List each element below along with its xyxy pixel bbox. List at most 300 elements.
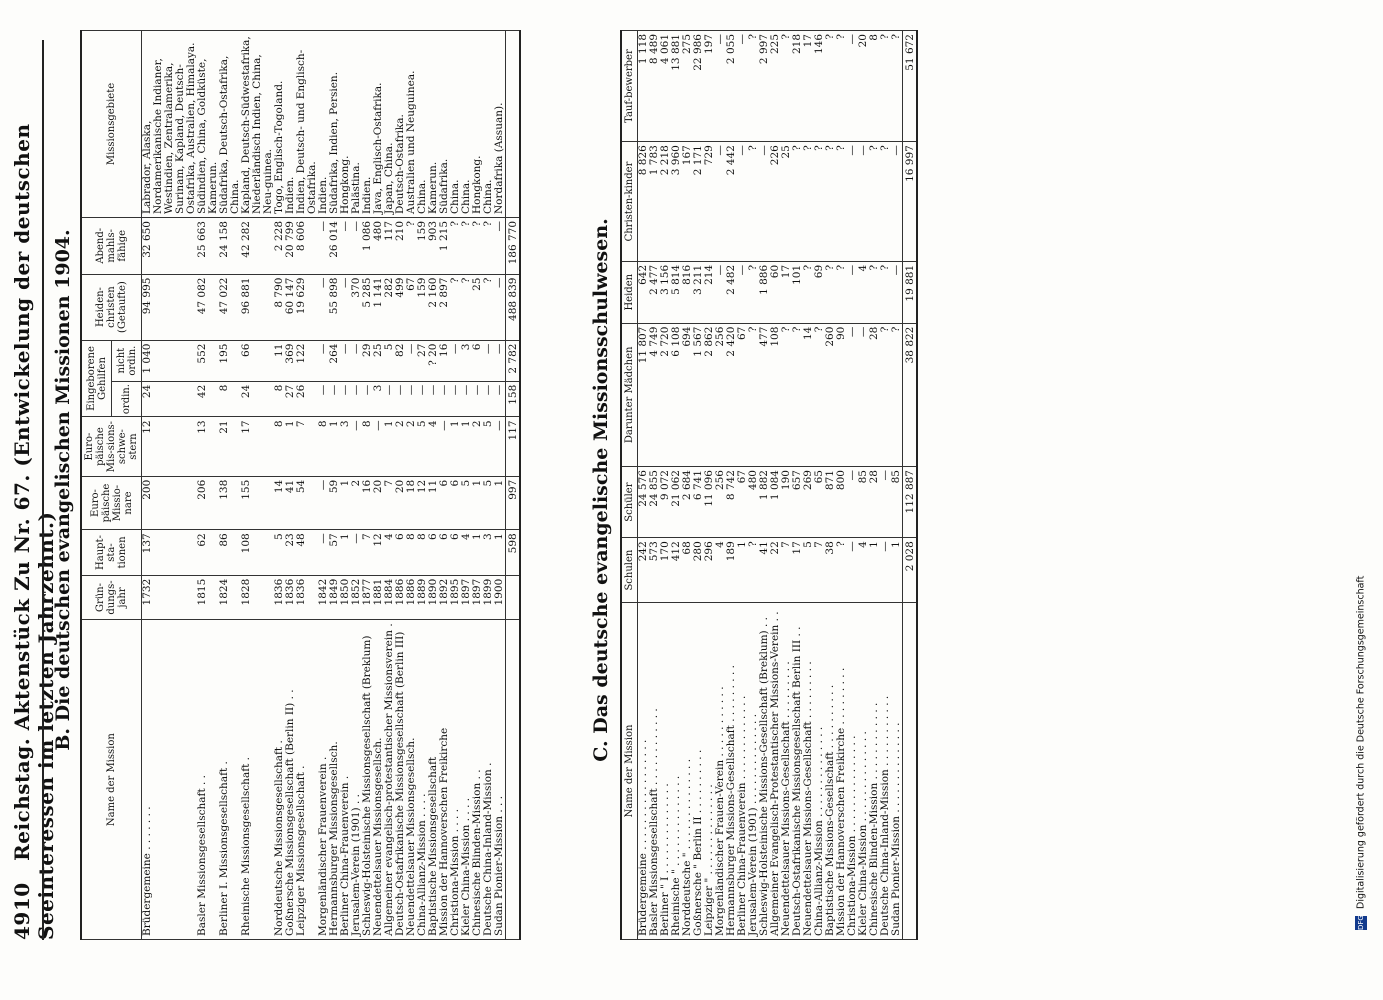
- pupils: 1 882: [759, 467, 770, 538]
- pupils: 85: [891, 467, 903, 538]
- converts: 60 147: [285, 274, 296, 340]
- eur-sisters: 7: [296, 417, 318, 476]
- ordained-helpers: 24: [142, 381, 198, 417]
- total-row: [506, 31, 521, 940]
- eur-sisters: 21: [219, 417, 241, 476]
- main-stations: —: [351, 530, 362, 575]
- founded-year: 1884: [384, 575, 395, 620]
- ordained-helpers: —: [362, 381, 373, 417]
- communicants: 210: [395, 218, 406, 275]
- eur-missionaries: 6: [439, 476, 450, 530]
- mission-name: Rheinische Missionsgesellschaft .: [241, 620, 274, 940]
- unordained-helpers: —: [318, 340, 329, 381]
- mission-areas: Südafrika, Deutsch-Ostafrika, China.: [219, 31, 241, 218]
- ordained-helpers: —: [351, 381, 362, 417]
- founded-year: 1824: [219, 575, 241, 620]
- founded-year: 1900: [494, 575, 506, 620]
- schools: 573: [649, 538, 660, 603]
- page-header: [10, 40, 58, 940]
- schools: 41: [759, 538, 770, 603]
- eur-missionaries: 5: [461, 476, 472, 530]
- converts: 499: [395, 274, 406, 340]
- main-stations: 8: [406, 530, 417, 575]
- main-stations: 6: [439, 530, 450, 575]
- eur-sisters: 2: [406, 417, 417, 476]
- unordained-helpers: 82: [395, 340, 406, 381]
- main-stations: 6: [395, 530, 406, 575]
- mission-name: Christiona-Mission . . . . . . . . . . . . . . .: [847, 603, 858, 940]
- main-stations: 62: [197, 530, 219, 575]
- mission-areas: Labrador, Alaska, Nordamerikanische Indianer, Westindien, Zentralamerika, Surinam, Kapland, Deutsch-Ostafrika, Australien, Himalaya.: [142, 31, 198, 218]
- communicants: —: [494, 218, 506, 275]
- girls: 2 420: [726, 323, 737, 466]
- founded-year: 1828: [241, 575, 274, 620]
- unordained-helpers: 16: [439, 340, 450, 381]
- mission-name: Berliner China-Frauenverein . . . . . . . . . . . . .: [737, 603, 748, 940]
- main-stations: 6: [428, 530, 439, 575]
- founded-year: 1895: [450, 575, 461, 620]
- mission-areas: Togo, Englisch-Togoland.: [274, 31, 285, 218]
- unordained-helpers: 264: [329, 340, 340, 381]
- unordained-helpers: 1 040: [142, 340, 198, 381]
- unordained-helpers: —: [406, 340, 417, 381]
- communicants: —: [351, 218, 362, 275]
- mission-name: Sudan Pionier-Mission . . . . . . . . . . . . . .: [891, 603, 903, 940]
- founded-year: 1897: [461, 575, 472, 620]
- founded-year: 1836: [274, 575, 285, 620]
- baptism-candidates: ?: [781, 31, 792, 142]
- main-stations: 57: [329, 530, 340, 575]
- col-name: Name der Mission: [621, 603, 638, 940]
- founded-year: 1815: [197, 575, 219, 620]
- founded-year: 1836: [296, 575, 318, 620]
- mission-areas: China.: [450, 31, 461, 218]
- ordained-helpers: —: [439, 381, 450, 417]
- total-schools: 2 028: [903, 538, 918, 603]
- main-stations: 137: [142, 530, 198, 575]
- communicants: ?: [406, 218, 417, 275]
- girls: 108: [770, 323, 781, 466]
- girls: 4 749: [649, 323, 660, 466]
- mission-name: Norddeutsche Missionsgesellschaft .: [274, 620, 285, 940]
- mission-areas: Indien.: [362, 31, 373, 218]
- ordained-helpers: —: [483, 381, 494, 417]
- girls: ?: [781, 323, 792, 466]
- eur-sisters: 1: [461, 417, 472, 476]
- mission-name: Berliner I. Missionsgesellschaft .: [219, 620, 241, 940]
- eur-sisters: 2: [395, 417, 406, 476]
- baptism-candidates: —: [737, 31, 748, 142]
- col-girls: Darunter Mädchen: [621, 323, 638, 466]
- baptism-candidates: 8: [869, 31, 880, 142]
- christian-children: 25: [781, 142, 792, 262]
- pupils: 269: [803, 467, 814, 538]
- ordained-helpers: 27: [285, 381, 296, 417]
- eur-missionaries: 20: [373, 476, 384, 530]
- mission-areas: Indien, Deutsch- und Englisch-Ostafrika.: [296, 31, 318, 218]
- main-stations: 3: [483, 530, 494, 575]
- eur-missionaries: 18: [406, 476, 417, 530]
- baptism-candidates: ?: [836, 31, 847, 142]
- heathen: 214: [704, 261, 715, 323]
- heathen: ?: [880, 261, 891, 323]
- col-name: Name der Mission: [81, 620, 142, 940]
- eur-missionaries: 7: [384, 476, 395, 530]
- girls: 2 862: [704, 323, 715, 466]
- christian-children: ?: [748, 142, 759, 262]
- digitization-note: [1355, 576, 1367, 930]
- main-stations: 48: [296, 530, 318, 575]
- girls: ?: [880, 323, 891, 466]
- schools: 4: [715, 538, 726, 603]
- christian-children: 3 960: [671, 142, 682, 262]
- mission-name: Christiona-Mission . . . .: [450, 620, 461, 940]
- girls: —: [858, 323, 869, 466]
- unordained-helpers: —: [494, 340, 506, 381]
- eur-missionaries: 11: [428, 476, 439, 530]
- mission-areas: Indien.: [318, 31, 329, 218]
- total-spacer: [506, 31, 521, 218]
- mission-areas: Nordafrika (Assuan).: [494, 31, 506, 218]
- girls: ?: [814, 323, 825, 466]
- ordained-helpers: —: [461, 381, 472, 417]
- converts: 5 285: [362, 274, 373, 340]
- heathen: 3 156: [660, 261, 671, 323]
- converts: 2 897: [439, 274, 450, 340]
- col-native-helpers: Eingeborene Gehilfen: [81, 340, 112, 417]
- mission-name: Baptistische Missions-Gesellschaft . . . . . . . . . .: [825, 603, 836, 940]
- heathen: ?: [748, 261, 759, 323]
- schools: ?: [836, 538, 847, 603]
- unordained-helpers: 122: [296, 340, 318, 381]
- mission-name: Chinesische Blinden-Mission . . . . . . . . . . . .: [869, 603, 880, 940]
- heathen: 5 814: [671, 261, 682, 323]
- col-communicants: Abend-mahls-fähige: [81, 218, 142, 275]
- ordained-helpers: 24: [241, 381, 274, 417]
- header-rule: [42, 40, 44, 940]
- girls: 6 108: [671, 323, 682, 466]
- girls: 11 807: [638, 323, 650, 466]
- mission-name: Basler Missionsgesellschaft . . . . . . . . . . . .: [649, 603, 660, 940]
- mission-name: Chinesische Blinden-Mission . .: [472, 620, 483, 940]
- christian-children: 729: [704, 142, 715, 262]
- girls: 260: [825, 323, 836, 466]
- eur-sisters: —: [351, 417, 362, 476]
- schools: 68: [682, 538, 693, 603]
- ordained-helpers: 8: [274, 381, 285, 417]
- pupils: 65: [814, 467, 825, 538]
- christian-children: 1 783: [649, 142, 660, 262]
- christian-children: ?: [803, 142, 814, 262]
- converts: 47 022: [219, 274, 241, 340]
- schools: 7: [781, 538, 792, 603]
- girls: 477: [759, 323, 770, 466]
- mission-name: Neuendettelsauer Missions-Gesellschaft . . . . . . . . .: [781, 603, 792, 940]
- col-schools: Schulen: [621, 538, 638, 603]
- eur-missionaries: 41: [285, 476, 296, 530]
- mission-name: Neuendettelsauer Missionsgesellsch.: [406, 620, 417, 940]
- mission-name: Neuendettelsauer Missions-Gesellschaft . . . . . . . . .: [803, 603, 814, 940]
- converts: ?: [450, 274, 461, 340]
- table-row: [494, 31, 506, 940]
- eur-sisters: 2: [472, 417, 483, 476]
- communicants: —: [340, 218, 351, 275]
- christian-children: 2 218: [660, 142, 671, 262]
- eur-sisters: 5: [417, 417, 428, 476]
- eur-missionaries: 6: [450, 476, 461, 530]
- communicants: ?: [472, 218, 483, 275]
- mission-name: Rheinische " . . . . . . . . . . . . . .: [671, 603, 682, 940]
- converts: —: [340, 274, 351, 340]
- heathen: 3 211: [693, 261, 704, 323]
- communicants: 2 228: [274, 218, 285, 275]
- mission-areas: Australien und Neuguinea.: [406, 31, 417, 218]
- christian-children: —: [847, 142, 858, 262]
- pupils: 190: [781, 467, 792, 538]
- mission-areas: China.: [461, 31, 472, 218]
- founded-year: 1850: [340, 575, 351, 620]
- converts: ?: [483, 274, 494, 340]
- eur-sisters: 12: [142, 417, 198, 476]
- unordained-helpers: 11: [274, 340, 285, 381]
- eur-sisters: 1: [450, 417, 461, 476]
- heathen: —: [737, 261, 748, 323]
- mission-name: Schleswig-Holsteinische Missions-Gesellschaft (Breklum) . .: [759, 603, 770, 940]
- pupils: 24 576: [638, 467, 650, 538]
- mission-areas: Palästina.: [351, 31, 362, 218]
- eur-sisters: 8: [318, 417, 329, 476]
- christian-children: 226: [770, 142, 781, 262]
- communicants: ?: [461, 218, 472, 275]
- communicants: 117: [384, 218, 395, 275]
- ordained-helpers: —: [395, 381, 406, 417]
- mission-areas: Hongkong.: [340, 31, 351, 218]
- eur-sisters: 3: [340, 417, 351, 476]
- pupils: 800: [836, 467, 847, 538]
- main-stations: 8: [417, 530, 428, 575]
- communicants: 1 086: [362, 218, 373, 275]
- mission-name: Basler Missionsgesellschaft . .: [197, 620, 219, 940]
- eur-sisters: 1: [329, 417, 340, 476]
- unordained-helpers: —: [483, 340, 494, 381]
- total-unordained-helpers: 2 782: [506, 340, 521, 381]
- mission-name: Allgemeiner evangelisch-protestantischer Missionsverein .: [384, 620, 395, 940]
- schools: 170: [660, 538, 671, 603]
- schools: 1: [869, 538, 880, 603]
- unordained-helpers: 5: [384, 340, 395, 381]
- heathen: —: [715, 261, 726, 323]
- converts: —: [318, 274, 329, 340]
- communicants: 24 158: [219, 218, 241, 275]
- christian-children: 2 171: [693, 142, 704, 262]
- main-stations: 7: [362, 530, 373, 575]
- table-row: [197, 31, 219, 940]
- baptism-candidates: ?: [825, 31, 836, 142]
- christian-children: —: [737, 142, 748, 262]
- eur-missionaries: 138: [219, 476, 241, 530]
- mission-areas: China.: [417, 31, 428, 218]
- mission-name: Leipziger Missionsgesellschaft .: [296, 620, 318, 940]
- girls: —: [847, 323, 858, 466]
- heathen: —: [891, 261, 903, 323]
- schools: 412: [671, 538, 682, 603]
- ordained-helpers: —: [340, 381, 351, 417]
- ordained-helpers: —: [384, 381, 395, 417]
- mission-name: Jerusalem-Verein (1901) . .: [351, 620, 362, 940]
- converts: 159: [417, 274, 428, 340]
- mission-name: Hermannsburger Missionsgesellsch.: [329, 620, 340, 940]
- schools: 17: [792, 538, 803, 603]
- unordained-helpers: 552: [197, 340, 219, 381]
- heathen: 4: [858, 261, 869, 323]
- founded-year: 1890: [428, 575, 439, 620]
- pupils: 657: [792, 467, 803, 538]
- unordained-helpers: 369: [285, 340, 296, 381]
- eur-sisters: 8: [362, 417, 373, 476]
- unordained-helpers: 29: [362, 340, 373, 381]
- mission-name: Leipziger " . . . . . . . . . . . . . .: [704, 603, 715, 940]
- eur-missionaries: 14: [274, 476, 285, 530]
- main-stations: 1: [472, 530, 483, 575]
- christian-children: —: [715, 142, 726, 262]
- total-main-stations: 598: [506, 530, 521, 575]
- main-stations: 6: [450, 530, 461, 575]
- girls: 67: [737, 323, 748, 466]
- mission-name: Schleswig-Holsteinische Missionsgesellschaft (Breklum): [362, 620, 373, 940]
- mission-name: Goßnersche " Berlin II . . . . . . . . . .: [693, 603, 704, 940]
- unordained-helpers: 27: [417, 340, 428, 381]
- pupils: 24 855: [649, 467, 660, 538]
- mission-name: Hermannsburger Missions-Gesellschaft . . . . . . . . .: [726, 603, 737, 940]
- founded-year: 1886: [406, 575, 417, 620]
- schools: ?: [748, 538, 759, 603]
- christian-children: ?: [836, 142, 847, 262]
- schools-table: [620, 30, 918, 940]
- section-b-title: B. Die deutschen evangelischen Missionen 1904.: [52, 229, 74, 751]
- girls: ?: [792, 323, 803, 466]
- communicants: 1 215: [439, 218, 450, 275]
- total-spacer: [506, 575, 521, 620]
- ordained-helpers: —: [472, 381, 483, 417]
- mission-areas: Südafrika.: [439, 31, 450, 218]
- christian-children: ?: [869, 142, 880, 262]
- table-row: [142, 31, 198, 940]
- girls: 28: [869, 323, 880, 466]
- mission-areas: Kamerun.: [428, 31, 439, 218]
- schools: 7: [814, 538, 825, 603]
- eur-sisters: 4: [428, 417, 439, 476]
- mission-name: Sudan Pionier-Mission . . .: [494, 620, 506, 940]
- total-converts: 488 839: [506, 274, 521, 340]
- mission-areas: China.: [483, 31, 494, 218]
- col-not-ordained: nicht ordin.: [112, 340, 142, 381]
- page-title: Reichstag. Aktenstück Zu Nr. 67. (Entwickelung der deutschen Seeinteressen im letzten Jahrzehnt.): [10, 123, 58, 940]
- mission-name: Kieler China-Mission . . . . . . . . . . . . . .: [858, 603, 869, 940]
- baptism-candidates: 22 986: [693, 31, 704, 142]
- baptism-candidates: 2 997: [759, 31, 770, 142]
- heathen: 17: [781, 261, 792, 323]
- mission-name: Morgenländischer Frauen-Verein . . . . . . . . . . .: [715, 603, 726, 940]
- ordained-helpers: 26: [296, 381, 318, 417]
- girls: 256: [715, 323, 726, 466]
- baptism-candidates: 225: [770, 31, 781, 142]
- baptism-candidates: 4 061: [660, 31, 671, 142]
- heathen: 1 886: [759, 261, 770, 323]
- schools: 189: [726, 538, 737, 603]
- communicants: 20 799: [285, 218, 296, 275]
- main-stations: 12: [373, 530, 384, 575]
- eur-sisters: 1: [285, 417, 296, 476]
- missions-table-body: [142, 31, 521, 940]
- heathen: 816: [682, 261, 693, 323]
- mission-name: Goßnersche Missionsgesellschaft (Berlin II) . .: [285, 620, 296, 940]
- founded-year: 1877: [362, 575, 373, 620]
- converts: 2 160: [428, 274, 439, 340]
- total-spacer: [506, 620, 521, 940]
- converts: 47 082: [197, 274, 219, 340]
- mission-name: Mission der Hannoverschen Freikirche: [439, 620, 450, 940]
- col-eur-missionaries: Euro-päische Missio-nare: [81, 476, 142, 530]
- founded-year: 1892: [439, 575, 450, 620]
- schools: 38: [825, 538, 836, 603]
- mission-areas: Kapland, Deutsch-Südwestafrika, Niederländisch Indien, China, Neu-guinea.: [241, 31, 274, 218]
- table-row: [296, 31, 318, 940]
- schools: 280: [693, 538, 704, 603]
- ordained-helpers: —: [450, 381, 461, 417]
- main-stations: —: [318, 530, 329, 575]
- mission-name: Berliner China-Frauenverein .: [340, 620, 351, 940]
- converts: 1 141: [373, 274, 384, 340]
- main-stations: 86: [219, 530, 241, 575]
- girls: 694: [682, 323, 693, 466]
- heathen: 69: [814, 261, 825, 323]
- schools-table-body: [638, 31, 918, 940]
- converts: 370: [351, 274, 362, 340]
- christian-children: 2 442: [726, 142, 737, 262]
- converts: 55 898: [329, 274, 340, 340]
- main-stations: 4: [461, 530, 472, 575]
- eur-missionaries: 200: [142, 476, 198, 530]
- heathen: 2 482: [726, 261, 737, 323]
- pupils: 21 062: [671, 467, 682, 538]
- christian-children: ?: [814, 142, 825, 262]
- table-row: [219, 31, 241, 940]
- mission-name: Kieler China-Mission . . . .: [461, 620, 472, 940]
- col-main-stations: Haupt-sta-tionen: [81, 530, 142, 575]
- mission-name: Norddeutsche " . . . . . . . . . . . . . .: [682, 603, 693, 940]
- eur-missionaries: 155: [241, 476, 274, 530]
- mission-name: Brüdergemeine . . . . . . .: [142, 620, 198, 940]
- eur-missionaries: 20: [395, 476, 406, 530]
- total-ordained-helpers: 158: [506, 381, 521, 417]
- christian-children: —: [891, 142, 903, 262]
- ordained-helpers: —: [329, 381, 340, 417]
- baptism-candidates: ?: [880, 31, 891, 142]
- mission-name: Deutsche China-Inland-Mission .: [483, 620, 494, 940]
- unordained-helpers: —: [340, 340, 351, 381]
- christian-children: ?: [825, 142, 836, 262]
- eur-sisters: 17: [241, 417, 274, 476]
- heathen: 642: [638, 261, 650, 323]
- founded-year: 1881: [373, 575, 384, 620]
- girls: 90: [836, 323, 847, 466]
- converts: 19 629: [296, 274, 318, 340]
- girls: ?: [891, 323, 903, 466]
- mission-name: Brüdergemeine . . . . . . . . . . . . . . . . .: [638, 603, 650, 940]
- main-stations: 23: [285, 530, 296, 575]
- dfg-logo: DFG: [1357, 915, 1365, 930]
- communicants: ?: [483, 218, 494, 275]
